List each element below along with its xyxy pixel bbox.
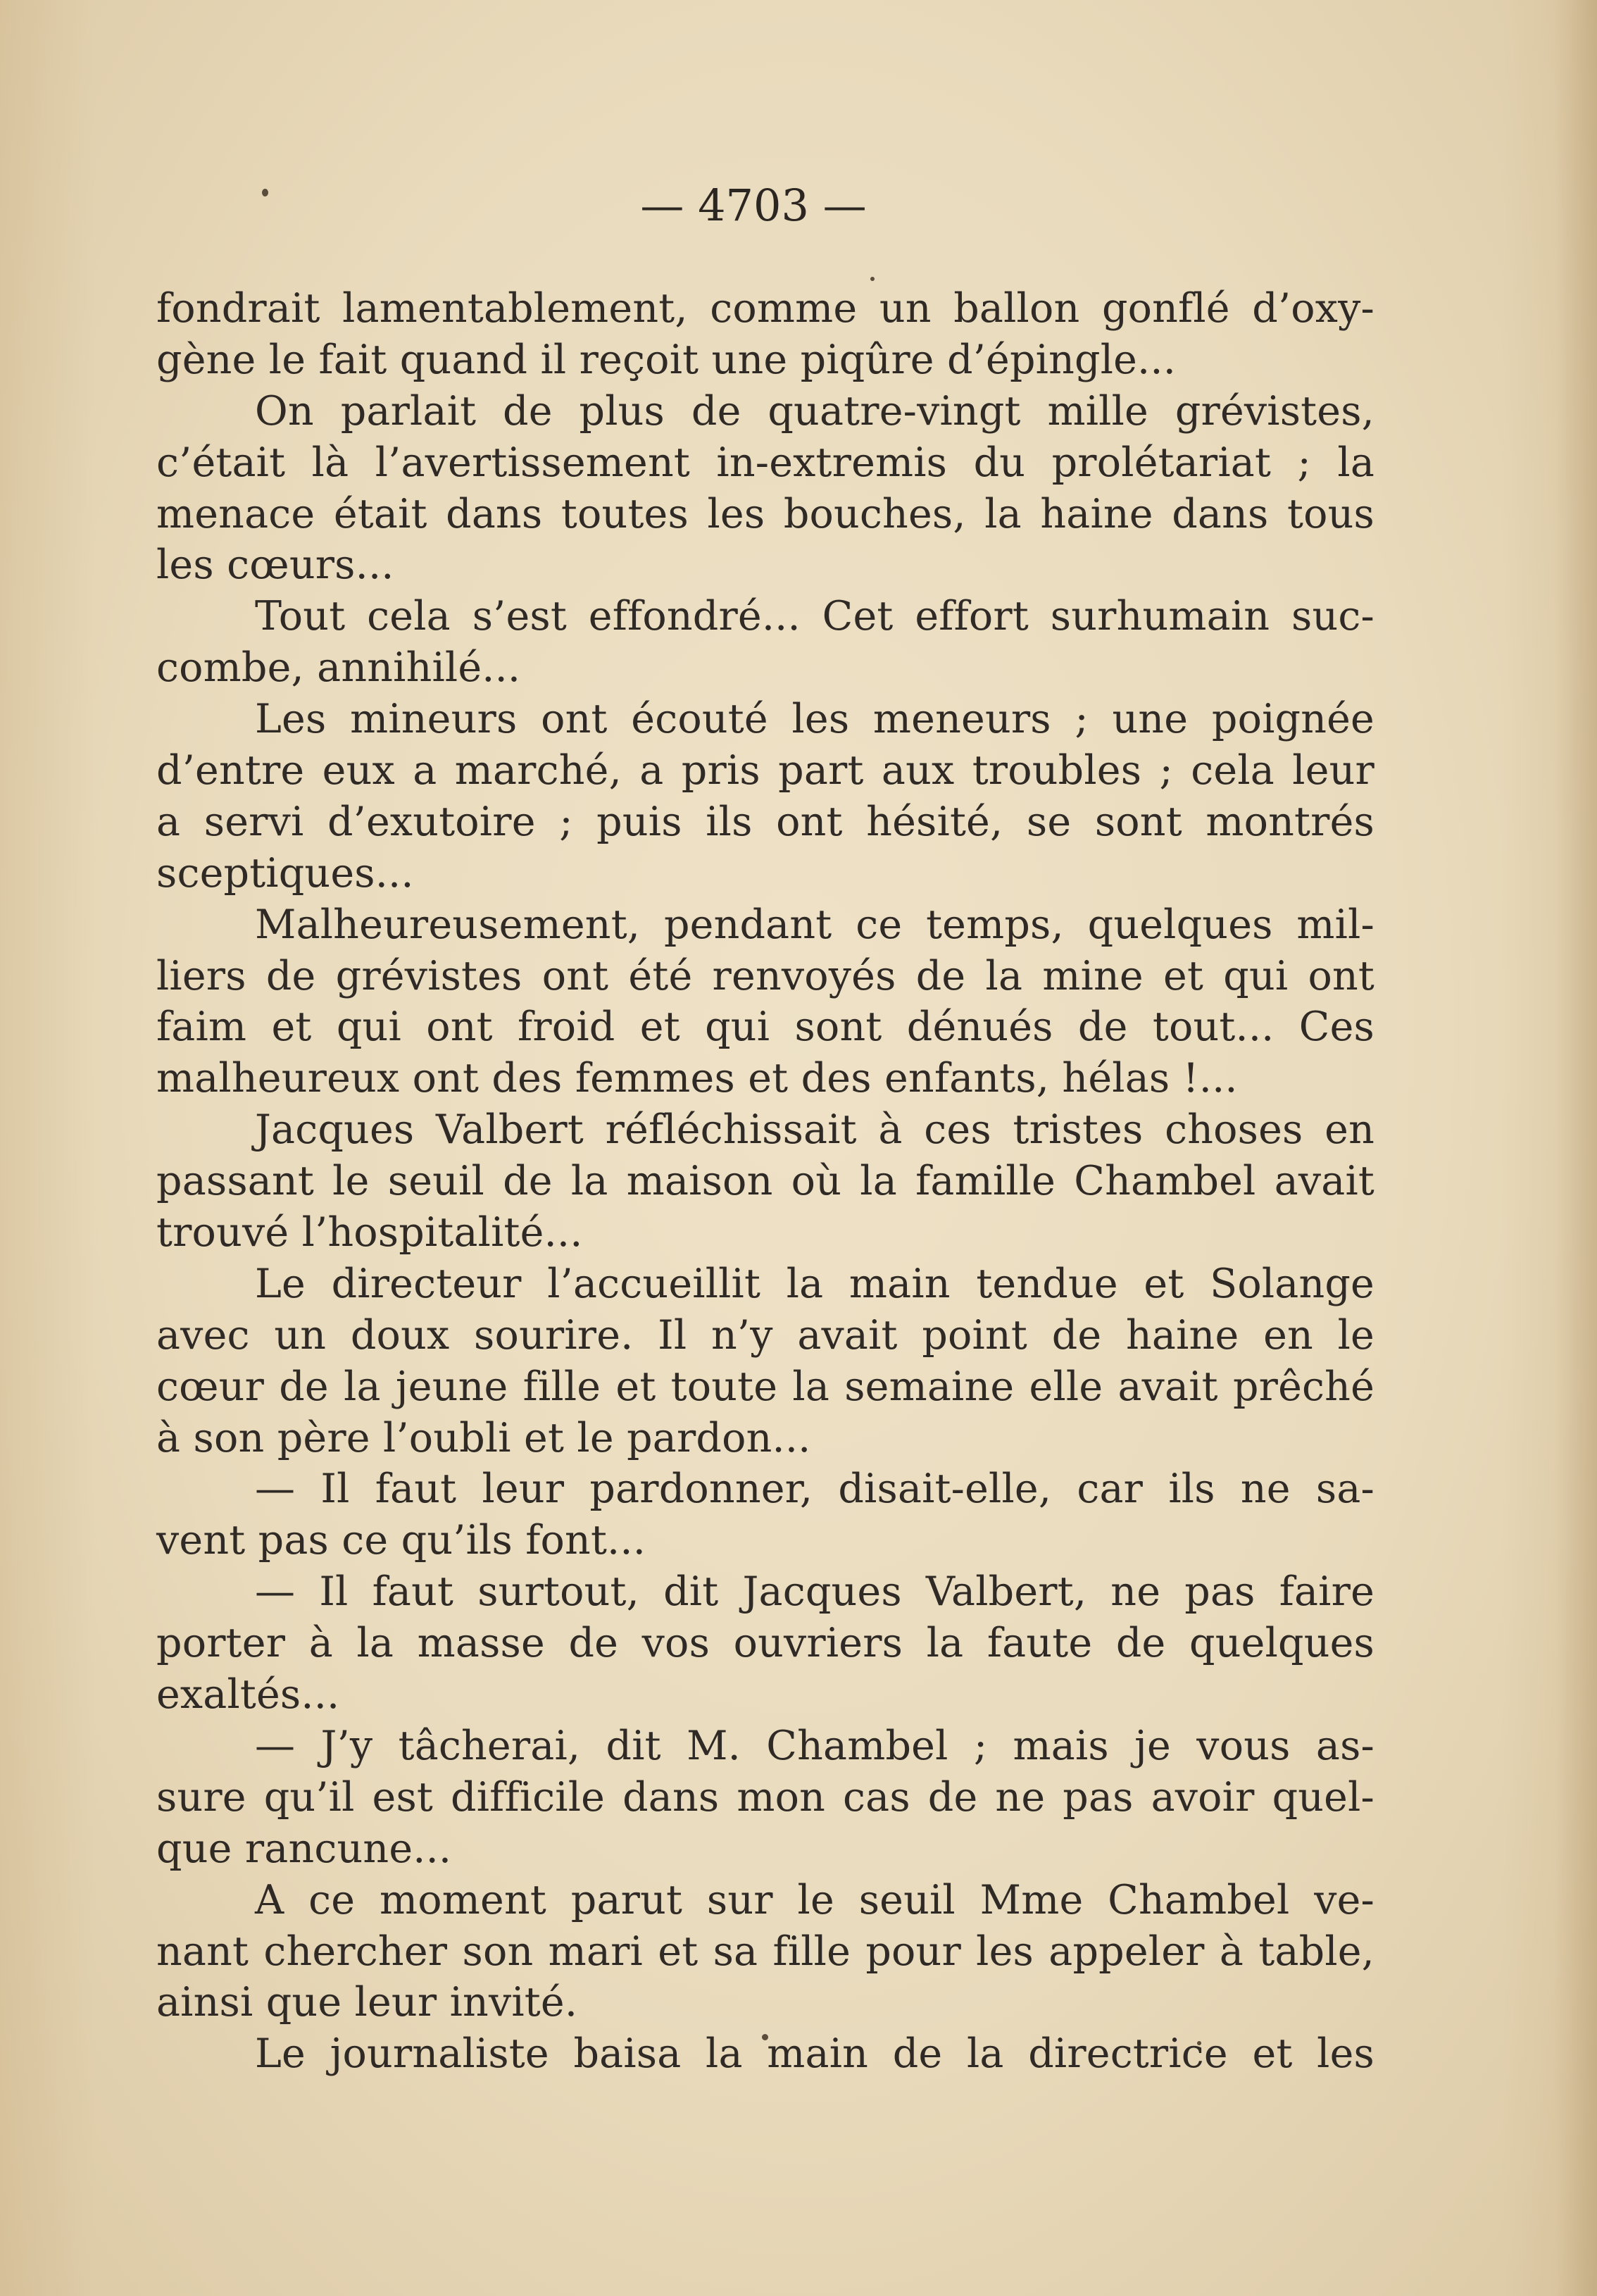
text-line: Tout cela s’est effondré... Cet effort surhumain suc-	[255, 593, 1374, 640]
text-line: vent pas ce qu’ils font...	[156, 1517, 646, 1564]
page-edge-shadow	[1555, 0, 1597, 2296]
text-line: avec un doux sourire. Il n’y avait point de haine en le	[156, 1311, 1374, 1359]
text-line: malheureux ont des femmes et des enfants, hélas !...	[156, 1055, 1238, 1102]
text-line: trouvé l’hospitalité...	[156, 1209, 583, 1256]
text-line: A ce moment parut sur le seuil Mme Chambel ve-	[255, 1876, 1374, 1923]
text-line: c’était là l’avertissement in-extremis du prolétariat ; la	[156, 439, 1374, 486]
text-line: On parlait de plus de quatre-vingt mille grévistes,	[255, 387, 1374, 435]
text-line: porter à la masse de vos ouvriers la faute de quelques	[156, 1620, 1374, 1667]
text-line: gène le fait quand il reçoit une piqûre d’épingle...	[156, 336, 1177, 383]
text-line: a servi d’exutoire ; puis ils ont hésité, se sont montrés	[156, 798, 1374, 845]
text-line: Le directeur l’accueillit la main tendue et Solange	[255, 1260, 1374, 1307]
text-line: — J’y tâcherai, dit M. Chambel ; mais je vous as-	[255, 1722, 1374, 1769]
text-line: menace était dans toutes les bouches, la haine dans tous	[156, 490, 1374, 537]
text-line: ainsi que leur invité.	[156, 1979, 578, 2026]
text-line: Les mineurs ont écouté les meneurs ; une poignée	[255, 696, 1374, 743]
text-line: faim et qui ont froid et qui sont dénués de tout... Ces	[156, 1004, 1374, 1051]
text-line: — Il faut leur pardonner, disait-elle, car ils ne sa-	[255, 1466, 1374, 1513]
text-line: Le journaliste baisa la main de la directrice et les	[255, 2030, 1374, 2078]
text-line: passant le seuil de la maison où la famille Chambel avait	[156, 1158, 1374, 1205]
text-line: Jacques Valbert réfléchissait à ces tristes choses en	[255, 1106, 1374, 1154]
text-line: d’entre eux a marché, a pris part aux troubles ; cela leur	[156, 747, 1374, 794]
page-body-text	[156, 283, 1374, 2080]
text-line: sceptiques...	[156, 849, 414, 897]
text-line: nant chercher son mari et sa fille pour les appeler à table,	[156, 1928, 1374, 1975]
text-line: à son père l’oubli et le pardon...	[156, 1414, 811, 1461]
text-line: les cœurs...	[156, 542, 394, 589]
text-line: cœur de la jeune fille et toute la semaine elle avait prêché	[156, 1363, 1374, 1410]
text-line: que rancune...	[156, 1825, 452, 1872]
text-line: sure qu’il est difficile dans mon cas de ne pas avoir quel-	[156, 1773, 1374, 1821]
text-line: — Il faut surtout, dit Jacques Valbert, ne pas faire	[255, 1568, 1374, 1616]
page-number: — 4703 —	[640, 180, 867, 231]
text-line: fondrait lamentablement, comme un ballon gonflé d’oxy-	[156, 285, 1374, 332]
text-line: combe, annihilé...	[156, 644, 521, 692]
paper-speck	[870, 277, 875, 281]
text-line: liers de grévistes ont été renvoyés de la mine et qui ont	[156, 952, 1374, 999]
text-line: Malheureusement, pendant ce temps, quelques mil-	[255, 901, 1374, 948]
text-line: exaltés...	[156, 1671, 340, 1718]
